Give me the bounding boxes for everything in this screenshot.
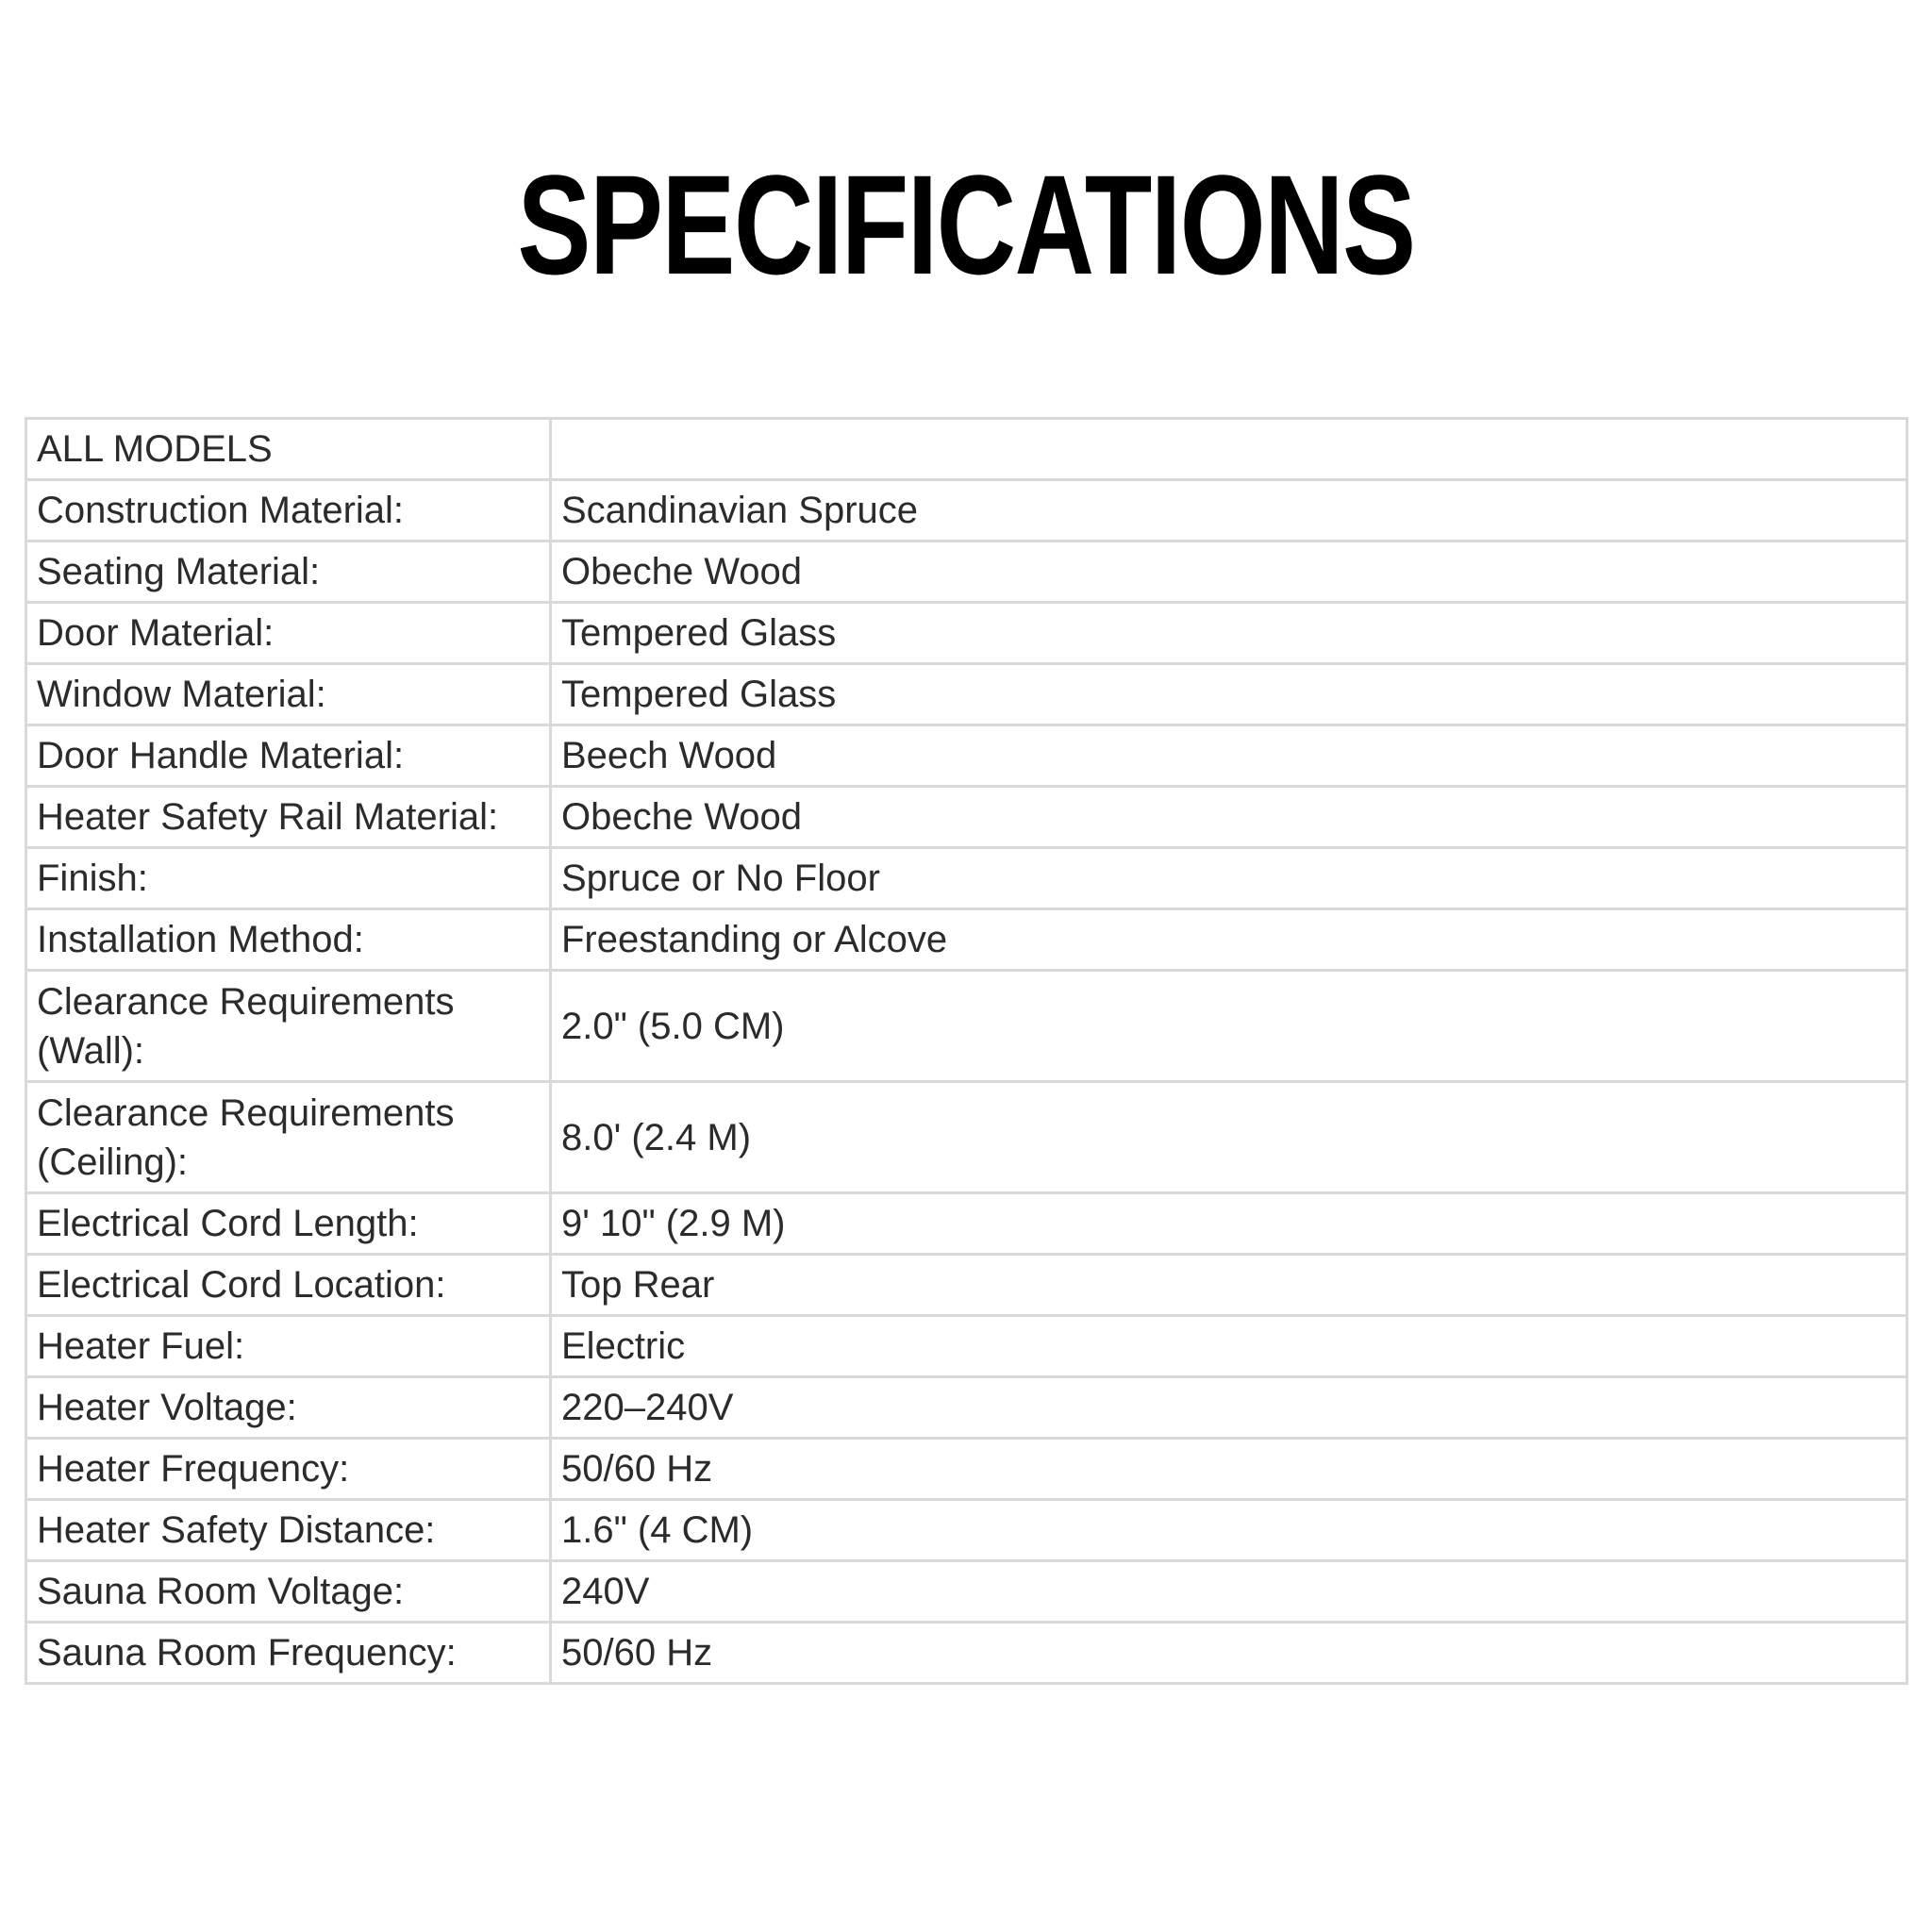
- spec-value: 50/60 Hz: [551, 1623, 1907, 1684]
- spec-label: Electrical Cord Length:: [26, 1193, 551, 1255]
- spec-label: Construction Material:: [26, 480, 551, 541]
- table-row: [26, 1255, 1907, 1316]
- spec-label: Heater Safety Rail Material:: [26, 787, 551, 848]
- spec-value: Electric: [551, 1316, 1907, 1377]
- spec-label: Heater Fuel:: [26, 1316, 551, 1377]
- spec-value: Top Rear: [551, 1255, 1907, 1316]
- spec-value: Tempered Glass: [551, 603, 1907, 664]
- spec-value: Beech Wood: [551, 725, 1907, 787]
- table-row: [26, 541, 1907, 603]
- table-row: [26, 848, 1907, 909]
- table-row: [26, 1623, 1907, 1684]
- spec-label: Heater Safety Distance:: [26, 1500, 551, 1561]
- spec-label: Door Handle Material:: [26, 725, 551, 787]
- spec-value: Obeche Wood: [551, 787, 1907, 848]
- spec-label: Window Material:: [26, 664, 551, 725]
- table-row: [26, 1193, 1907, 1255]
- spec-label: Electrical Cord Location:: [26, 1255, 551, 1316]
- spec-value: 240V: [551, 1561, 1907, 1623]
- spec-label: Clearance Requirements (Wall):: [26, 971, 551, 1082]
- table-row: [26, 909, 1907, 971]
- table-row: [26, 1377, 1907, 1439]
- table-row: [26, 1561, 1907, 1623]
- spec-label: Installation Method:: [26, 909, 551, 971]
- spec-value: Scandinavian Spruce: [551, 480, 1907, 541]
- spec-label: Door Material:: [26, 603, 551, 664]
- spec-label: Finish:: [26, 848, 551, 909]
- spec-label: Sauna Room Frequency:: [26, 1623, 551, 1684]
- spec-label: Seating Material:: [26, 541, 551, 603]
- spec-value: 8.0' (2.4 M): [551, 1082, 1907, 1193]
- spec-value: [551, 419, 1907, 480]
- specifications-table-body: [26, 419, 1907, 1684]
- spec-value: 1.6" (4 CM): [551, 1500, 1907, 1561]
- table-row: [26, 664, 1907, 725]
- spec-label: Heater Voltage:: [26, 1377, 551, 1439]
- spec-label: Clearance Requirements (Ceiling):: [26, 1082, 551, 1193]
- table-row: [26, 1500, 1907, 1561]
- specifications-table: [25, 417, 1908, 1685]
- spec-value: Spruce or No Floor: [551, 848, 1907, 909]
- spec-value: Tempered Glass: [551, 664, 1907, 725]
- spec-value: 9' 10" (2.9 M): [551, 1193, 1907, 1255]
- table-row: [26, 1316, 1907, 1377]
- spec-value: 50/60 Hz: [551, 1439, 1907, 1500]
- table-row: [26, 419, 1907, 480]
- spec-value: 2.0" (5.0 CM): [551, 971, 1907, 1082]
- table-row: [26, 1439, 1907, 1500]
- table-row: [26, 787, 1907, 848]
- spec-value: 220–240V: [551, 1377, 1907, 1439]
- spec-value: Freestanding or Alcove: [551, 909, 1907, 971]
- table-row: [26, 971, 1907, 1082]
- spec-label: ALL MODELS: [26, 419, 551, 480]
- spec-label: Heater Frequency:: [26, 1439, 551, 1500]
- table-row: [26, 725, 1907, 787]
- table-row: [26, 1082, 1907, 1193]
- spec-value: Obeche Wood: [551, 541, 1907, 603]
- spec-label: Sauna Room Voltage:: [26, 1561, 551, 1623]
- table-row: [26, 480, 1907, 541]
- table-row: [26, 603, 1907, 664]
- page-title: SPECIFICATIONS: [517, 145, 1415, 304]
